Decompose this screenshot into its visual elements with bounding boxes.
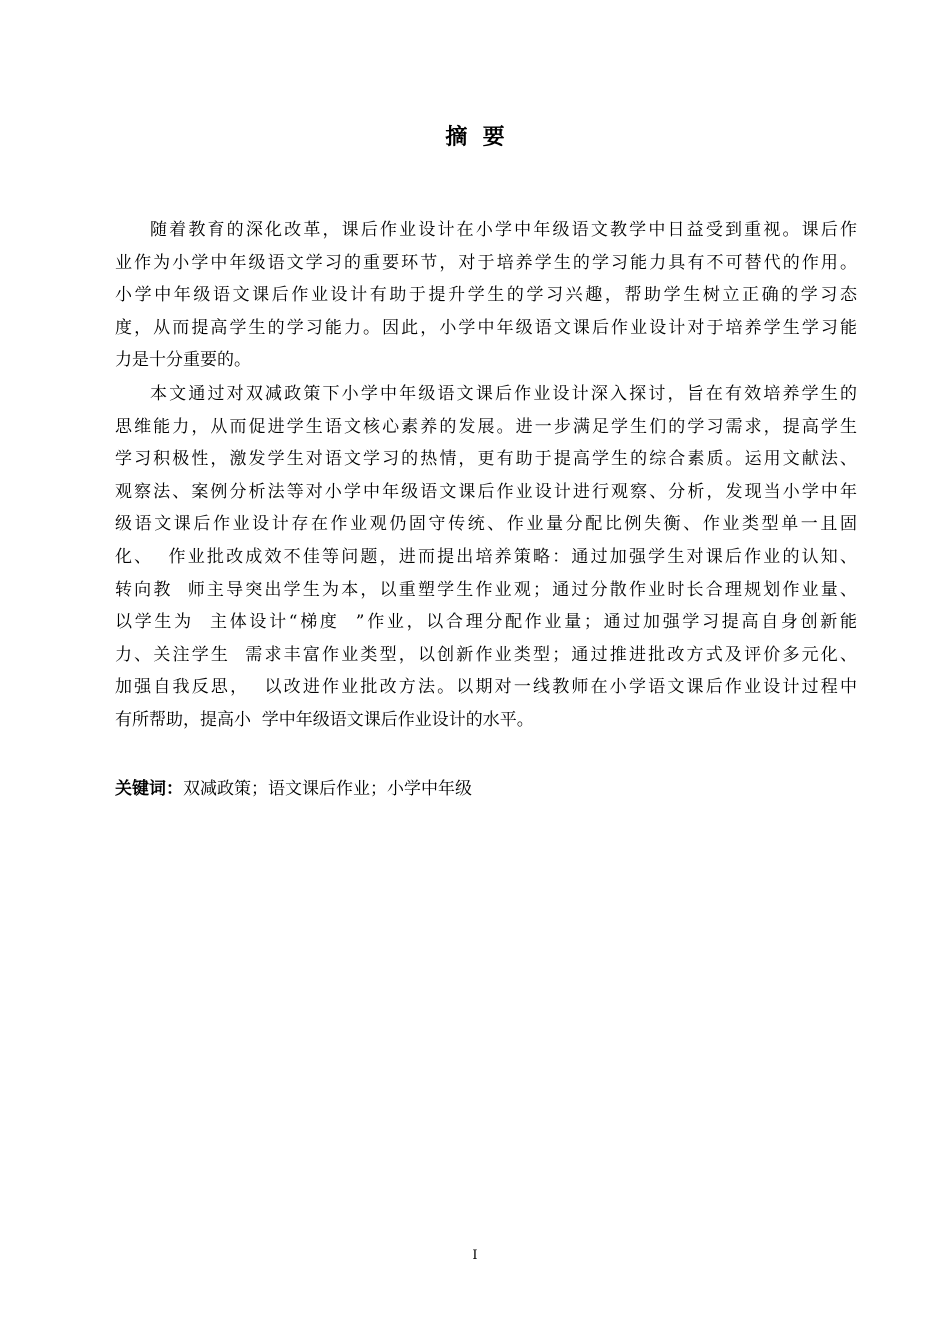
text-line: 力、关注学生 需求丰富作业类型，以创新作业类型；通过推进批改方式及评价多元化、 <box>115 644 857 665</box>
abstract-body <box>115 214 857 737</box>
text-line: 化、 作业批改成效不佳等问题，进而提出培养策略：通过加强学生对课后作业的认知、 <box>115 546 857 567</box>
page-number: I <box>472 1248 478 1263</box>
text-line: 思维能力，从而促进学生语文核心素养的发展。进一步满足学生们的学习需求，提高学生 <box>115 416 857 437</box>
text-line: 业作为小学中年级语文学习的重要环节，对于培养学生的学习能力具有不可替代的作用。 <box>115 252 857 273</box>
keywords-value: 双减政策；语文课后作业；小学中年级 <box>183 779 472 799</box>
abstract-title: 摘 要 <box>445 125 505 150</box>
text-line: 加强自我反思， 以改进作业批改方法。以期对一线教师在小学语文课后作业设计过程中 <box>115 677 857 698</box>
keywords-label: 关键词： <box>115 779 183 799</box>
text-line: 学习积极性，激发学生对语文学习的热情，更有助于提高学生的综合素质。运用文献法、 <box>115 449 857 470</box>
text-line: 转向教 师主导突出学生为本，以重塑学生作业观；通过分散作业时长合理规划作业量、 <box>115 579 857 600</box>
text-line: 小学中年级语文课后作业设计有助于提升学生的学习兴趣，帮助学生树立正确的学习态 <box>115 285 857 306</box>
text-line: 以学生为 主体设计“梯度 ”作业，以合理分配作业量；通过加强学习提高自身创新能 <box>115 612 857 633</box>
keywords <box>115 774 857 804</box>
text-line: 度，从而提高学生的学习能力。因此，小学中年级语文课后作业设计对于培养学生学习能 <box>115 317 857 338</box>
text-line: 力是十分重要的。 <box>115 350 251 371</box>
abstract-paragraph-2 <box>115 378 857 737</box>
text-line: 随着教育的深化改革，课后作业设计在小学中年级语文教学中日益受到重视。课后作 <box>150 220 857 240</box>
text-line: 本文通过对双减政策下小学中年级语文课后作业设计深入探讨，旨在有效培养学生的 <box>150 383 857 404</box>
text-line: 有所帮助，提高小 学中年级语文课后作业设计的水平。 <box>115 709 534 730</box>
abstract-paragraph-1 <box>115 214 857 377</box>
text-line: 观察法、案例分析法等对小学中年级语文课后作业设计进行观察、分析，发现当小学中年 <box>115 481 857 502</box>
text-line: 级语文课后作业设计存在作业观仍固守传统、作业量分配比例失衡、作业类型单一且固 <box>115 514 857 535</box>
